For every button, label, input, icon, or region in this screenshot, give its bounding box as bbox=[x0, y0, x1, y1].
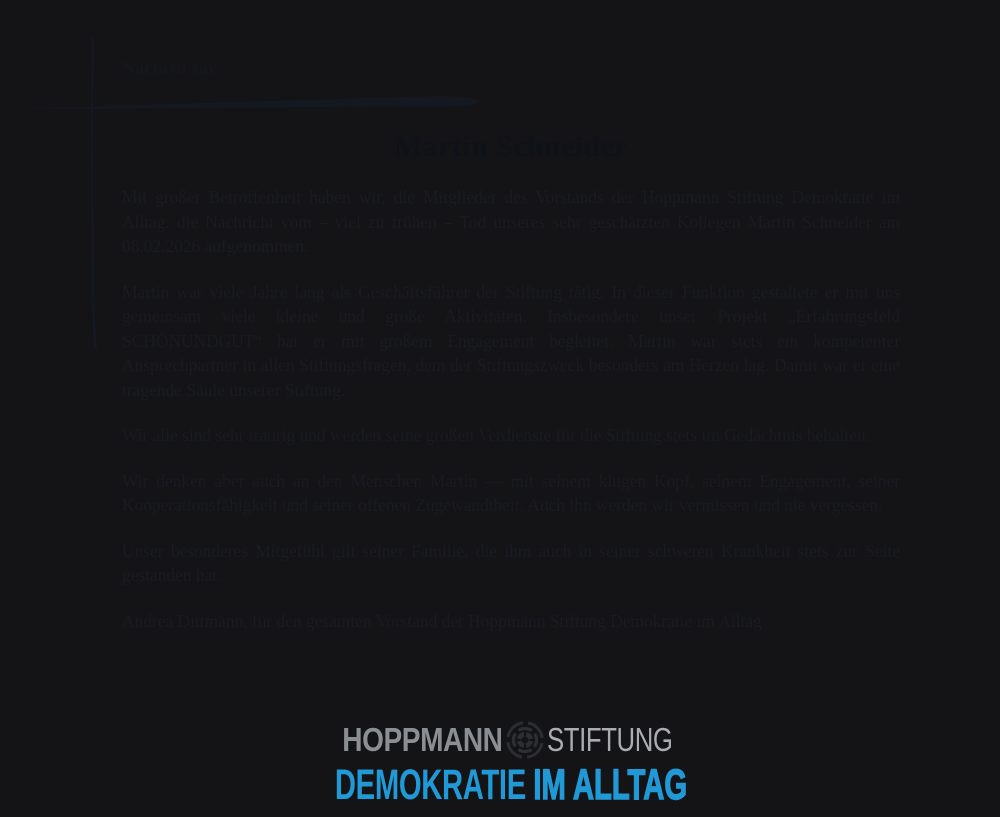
foundation-logo bbox=[122, 718, 900, 807]
obituary-paragraph: Mit großer Betroffenheit haben wir, die Mitglieder des Vorstands der Hoppmann Stiftung Demokratie im Alltag, die Nachricht vom – viel zu frühen – Tod unseres sehr geschätzten Kollegen Martin Schneider am 08.02.2026 aufgenommen. bbox=[122, 187, 900, 256]
logo-stiftung-text: STIFTUNG bbox=[546, 721, 673, 758]
logo-im-alltag-text: IM ALLTAG bbox=[533, 761, 688, 808]
kicker-label: Nachruf für bbox=[122, 58, 217, 78]
signature-line: Andrea Dittmann, für den gesamten Vorstand der Hoppmann Stiftung Demokratie im Alltag bbox=[122, 610, 762, 631]
hoppmann-emblem-icon bbox=[504, 719, 546, 761]
logo-hoppmann-text: HOPPMANN bbox=[342, 721, 503, 758]
deceased-name-title: Martin Schneider bbox=[394, 130, 628, 163]
obituary-paragraph: Martin war viele Jahre lang als Geschäftsführer der Stiftung tätig. In dieser Funktion gestaltete er mit uns gemeinsam viele kleine und große Aktivitäten. Insbesondere unser Projekt „Erfahrungsfeld SCHÖNUNDGUT“ hat er mit großem Engagement begleitet. Martin war stets ein kompetenter Ansprechpartner in allen Stiftungsfragen, dem der Stiftungszweck besonders am Herzen lag. Damit war er eine tragende Säule unserer Stiftung. bbox=[122, 281, 900, 400]
obituary-paragraph: Wir denken aber auch an den Menschen Martin — mit seinem klugen Kopf, seinem Engagement, seiner Kooperationsfähigkeit und seiner offenen Zugewandtheit. Auch ihn werden wir vermissen und nie vergessen. bbox=[122, 470, 900, 515]
silver-plate bbox=[7, 8, 994, 808]
logo-name-row bbox=[314, 718, 708, 762]
logo-demokratie-text: DEMOKRATIE bbox=[334, 761, 526, 808]
obituary-paragraph: Wir alle sind sehr traurig und werden seine großen Verdienste für die Stiftung stets im Gedächtnis behalten. bbox=[122, 425, 871, 445]
obituary-paragraph: Unser besonderes Mitgefühl gilt seiner Familie, die ihm auch in seiner schweren Krankheit stets zur Seite gestanden hat. bbox=[122, 540, 900, 585]
logo-tagline-row bbox=[335, 763, 687, 807]
obituary-body bbox=[122, 185, 900, 633]
